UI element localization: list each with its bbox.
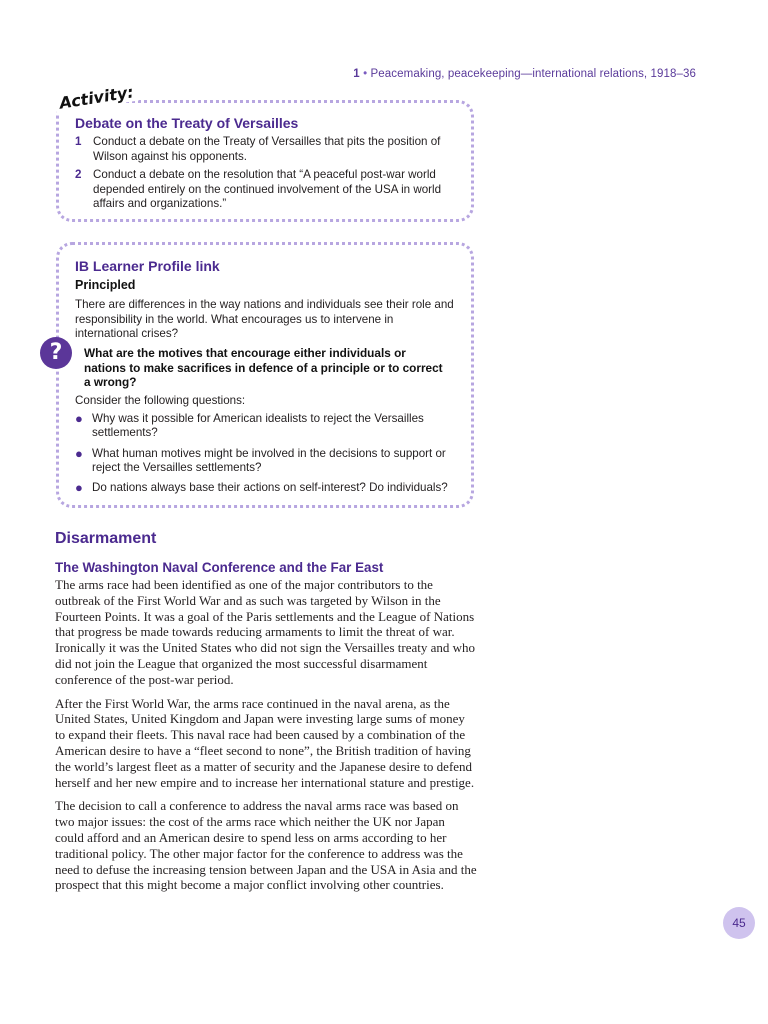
list-item <box>75 412 465 441</box>
question-mark-icon: ? <box>40 337 72 369</box>
question-list <box>75 412 465 501</box>
running-header <box>353 68 696 80</box>
item-text: Why was it possible for American idealists to reject the Versailles settlements? <box>92 412 424 440</box>
bullet-icon: ● <box>75 411 83 426</box>
bullet-icon: ● <box>75 445 83 461</box>
consider-label: Consider the following questions: <box>75 394 246 407</box>
section-heading: Disarmament <box>55 530 157 547</box>
ib-profile-intro: There are differences in the way nations and individuals see their role and responsibility in the world. What encourages us to intervene in international crises? <box>75 298 454 340</box>
page-number: 45 <box>723 907 755 939</box>
activity-title: Debate on the Treaty of Versailles <box>75 115 299 131</box>
paragraph: After the First World War, the arms race continued in the naval arena, as the United States, United Kingdom and Japan were investing large sums of money to expand their fleets. This naval race had been caused by a combination of the American desire to have a “fleet second to none”, the British tradition of having the world’s largest fleet as a matter of security and the Japanese desire to defend herself and her new empire and to increase her international stature and prestige. <box>55 695 475 790</box>
bullet-icon: ● <box>75 480 83 496</box>
chapter-title: Peacemaking, peacekeeping—international relations, 1918–36 <box>370 68 696 80</box>
list-item <box>75 481 465 495</box>
key-question: What are the motives that encourage either individuals or nations to make sacrifices in defence of a principle or to correct a wrong? <box>84 346 443 389</box>
activity-tag: Activity: <box>54 82 139 114</box>
paragraph: The arms race had been identified as one of the major contributors to the outbreak of the First World War and as such was targeted by Wilson in the Fourteen Points. It was a goal of the Paris settlements and the League of Nations that progress be made towards reducing armaments to limit the threat of war. Ironically it was the United States who did not sign the Versailles treaty and who did not join the League that organized the most successful disarmament conference of the post-war period. <box>55 577 476 687</box>
item-text: Conduct a debate on the Treaty of Versailles that pits the position of Wilson against his opponents. <box>93 135 441 163</box>
paragraph: The decision to call a conference to address the naval arms race was based on two major issues: the cost of the arms race which neither the UK nor Japan could afford and an American desire to spend less on arms according to her traditional policy. The other major factor for the conference to address was the need to defuse the increasing tension between Japan and the USA in Asia and the prospect that this might become a major conflict involving other countries. <box>55 798 477 893</box>
item-text: Do nations always base their actions on self-interest? Do individuals? <box>92 481 448 495</box>
activity-list <box>75 135 467 216</box>
sub-heading: The Washington Naval Conference and the Far East <box>55 560 384 575</box>
ib-profile-subtitle: Principled <box>75 278 136 292</box>
list-item <box>75 447 465 476</box>
item-number: 1 <box>75 135 82 148</box>
list-item <box>75 168 467 212</box>
chapter-number: 1 <box>353 68 360 80</box>
list-item <box>75 135 467 164</box>
header-bullet: • <box>363 68 368 80</box>
item-text: Conduct a debate on the resolution that “A peaceful post-war world depended entirely on the continued involvement of the USA in world affairs and organizations.” <box>93 168 442 210</box>
item-number: 2 <box>75 168 82 181</box>
ib-profile-title: IB Learner Profile link <box>75 258 220 274</box>
body-text <box>55 577 477 901</box>
item-text: What human motives might be involved in the decisions to support or reject the Versailles settlements? <box>92 446 446 474</box>
